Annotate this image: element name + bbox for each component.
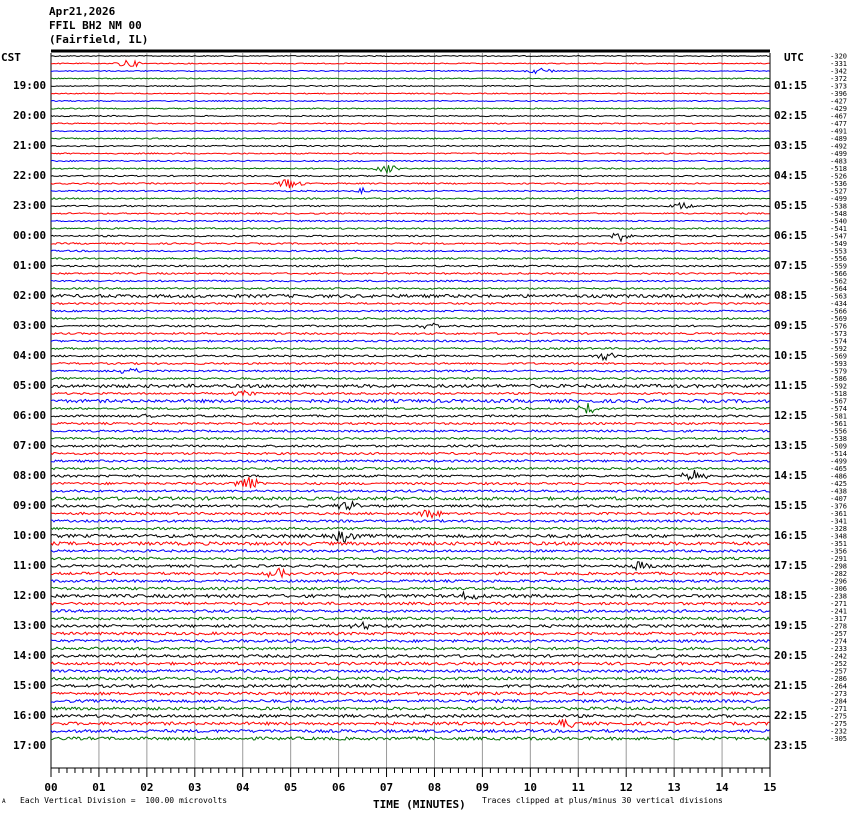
seismic-trace (51, 391, 770, 396)
seismic-trace (51, 160, 770, 161)
trace-offset-label: -396 (830, 90, 847, 98)
hour-label-right: 22:15 (774, 709, 808, 722)
trace-offset-label: -581 (830, 412, 847, 421)
hour-label-left: 08:00 (13, 469, 47, 482)
trace-offset-label: -434 (830, 300, 847, 308)
trace-offset-label: -574 (830, 405, 847, 413)
hour-label-right: 11:15 (774, 379, 808, 392)
seismic-trace (51, 86, 770, 87)
trace-offset-label: -252 (830, 660, 847, 668)
x-tick-label: 06 (331, 781, 346, 794)
hour-label-left: 03:00 (13, 319, 47, 332)
trace-offset-label: -274 (830, 637, 847, 646)
trace-offset-label: -348 (830, 532, 847, 541)
trace-offset-label: -275 (830, 720, 847, 728)
trace-offset-label: -320 (830, 52, 847, 61)
trace-offset-label: -492 (830, 142, 847, 151)
trace-offset-label: -232 (830, 727, 847, 736)
hour-label-right: 15:15 (774, 499, 808, 512)
seismic-trace (51, 622, 770, 629)
seismic-trace (51, 250, 770, 252)
trace-offset-label: -291 (830, 555, 847, 563)
trace-offset-label: -361 (830, 510, 847, 518)
seismic-trace (51, 56, 770, 57)
seismic-trace (51, 399, 770, 402)
seismic-trace (51, 445, 770, 447)
seismic-trace (51, 220, 770, 221)
trace-offset-label: -317 (830, 615, 847, 623)
x-tick-label: 00 (44, 781, 58, 794)
hour-label-left: 19:00 (13, 79, 47, 92)
hour-label-right: 09:15 (774, 319, 808, 332)
seismic-trace (51, 294, 770, 297)
trace-offset-label: -489 (830, 135, 847, 143)
seismic-trace (51, 353, 770, 360)
trace-offset-label: -549 (830, 240, 847, 248)
trace-offset-label: -271 (830, 705, 847, 713)
hour-label-left: 01:00 (13, 259, 47, 272)
header-location: (Fairfield, IL) (49, 33, 149, 46)
x-tick-label: 15 (763, 781, 777, 794)
x-tick-label: 09 (475, 781, 490, 794)
seismic-trace (51, 138, 770, 139)
trace-offset-label: -518 (830, 165, 847, 173)
hour-label-right: 08:15 (774, 289, 808, 302)
seismic-trace (51, 617, 770, 620)
corner-mark: A (2, 798, 6, 805)
hour-label-right: 16:15 (774, 529, 808, 542)
x-tick-label: 08 (427, 781, 442, 794)
seismic-trace (51, 707, 770, 710)
trace-offset-label: -586 (830, 375, 847, 383)
hour-label-left: 00:00 (13, 229, 47, 242)
seismic-trace (51, 145, 770, 146)
seismic-trace (51, 430, 770, 432)
trace-offset-label: -559 (830, 262, 847, 271)
trace-offset-label: -351 (830, 540, 847, 548)
seismic-trace (51, 115, 770, 116)
seismic-trace (51, 378, 770, 380)
seismic-trace (51, 165, 770, 173)
trace-offset-label: -241 (830, 607, 847, 616)
seismic-trace (51, 243, 770, 245)
hour-label-left: 23:00 (13, 199, 47, 212)
seismic-trace (51, 715, 770, 718)
trace-offset-label: -499 (830, 457, 847, 466)
offset-labels (830, 53, 847, 744)
seismic-trace (51, 175, 770, 176)
trace-offset-label: -593 (830, 360, 847, 368)
seismic-trace (51, 123, 770, 124)
hour-label-left: 02:00 (13, 289, 47, 302)
trace-offset-label: -564 (830, 285, 847, 293)
trace-offset-label: -569 (830, 315, 847, 323)
seismic-trace (51, 130, 770, 131)
hour-label-right: 20:15 (774, 649, 808, 662)
seismic-trace (51, 490, 770, 492)
trace-offset-label: -527 (830, 187, 847, 196)
seismic-trace (51, 403, 770, 413)
trace-offset-label: -592 (830, 382, 847, 391)
trace-offset-label: -425 (830, 480, 847, 488)
seismic-trace (51, 188, 770, 194)
seismic-trace (51, 273, 770, 275)
trace-offset-label: -465 (830, 465, 847, 473)
seismic-trace (51, 527, 770, 529)
seismic-trace (51, 198, 770, 199)
seismic-trace (51, 303, 770, 305)
trace-offset-label: -566 (830, 270, 847, 278)
hour-label-right: 19:15 (774, 619, 808, 632)
x-tick-label: 03 (188, 781, 202, 794)
seismic-trace (51, 414, 770, 417)
hour-label-right: 12:15 (774, 409, 808, 422)
seismic-trace (51, 692, 770, 695)
seismic-trace (51, 78, 770, 79)
trace-offset-label: -238 (830, 592, 847, 601)
trace-offset-label: -592 (830, 345, 847, 353)
x-tick-label: 04 (236, 781, 250, 794)
seismic-trace (51, 568, 770, 577)
seismic-trace (51, 333, 770, 335)
trace-offset-label: -499 (830, 195, 847, 203)
trace-offset-label: -407 (830, 495, 847, 503)
trace-offset-label: -286 (830, 675, 847, 683)
seismic-trace (51, 280, 770, 282)
hour-label-left: 07:00 (13, 439, 47, 452)
trace-offset-label: -548 (830, 210, 847, 218)
seismic-trace (51, 531, 770, 542)
trace-offset-label: -264 (830, 682, 847, 691)
trace-offset-label: -356 (830, 547, 847, 556)
seismic-trace (51, 737, 770, 740)
trace-offset-label: -491 (830, 127, 847, 136)
trace-offset-label: -574 (830, 337, 847, 346)
x-axis (44, 768, 776, 794)
seismic-trace (51, 587, 770, 590)
trace-offset-label: -526 (830, 172, 847, 181)
seismic-trace (51, 497, 770, 500)
seismic-trace (51, 670, 770, 673)
trace-offset-label: -275 (830, 712, 847, 721)
seismic-trace (51, 340, 770, 342)
hour-label-left: 13:00 (13, 619, 47, 632)
x-tick-label: 01 (92, 781, 106, 794)
trace-offset-label: -567 (830, 397, 847, 406)
trace-offset-label: -518 (830, 390, 847, 398)
hour-label-left: 17:00 (13, 739, 47, 752)
trace-offset-label: -306 (830, 585, 847, 593)
trace-offset-label: -273 (830, 690, 847, 698)
x-axis-title: TIME (MINUTES) (373, 798, 466, 811)
trace-offset-label: -562 (830, 277, 847, 286)
seismic-trace (51, 685, 770, 688)
trace-offset-label: -296 (830, 577, 847, 586)
trace-offset-label: -540 (830, 217, 847, 226)
trace-offset-label: -342 (830, 67, 847, 76)
trace-offset-label: -233 (830, 645, 847, 653)
trace-offset-label: -298 (830, 562, 847, 571)
hour-label-left: 15:00 (13, 679, 47, 692)
hour-label-left: 10:00 (13, 529, 47, 542)
hour-label-right: 05:15 (774, 199, 808, 212)
trace-offset-label: -563 (830, 292, 847, 301)
hour-label-right: 14:15 (774, 469, 808, 482)
seismic-trace (51, 310, 770, 312)
seismic-trace (51, 719, 770, 727)
seismic-trace (51, 265, 770, 267)
trace-offset-label: -536 (830, 180, 847, 188)
hour-label-right: 21:15 (774, 679, 808, 692)
trace-offset-label: -242 (830, 652, 847, 661)
trace-offset-label: -538 (830, 435, 847, 443)
trace-offset-label: -429 (830, 105, 847, 113)
hour-label-right: 10:15 (774, 349, 808, 362)
seismic-trace (51, 730, 770, 733)
seismic-trace (51, 108, 770, 109)
hour-label-right: 01:15 (774, 79, 808, 92)
seismic-trace (51, 632, 770, 635)
trace-offset-label: -553 (830, 247, 847, 256)
hour-label-right: 04:15 (774, 169, 808, 182)
seismic-trace (51, 602, 770, 605)
seismic-trace (51, 610, 770, 613)
seismic-trace (51, 213, 770, 214)
trace-offset-label: -271 (830, 600, 847, 608)
seismic-trace (51, 288, 770, 290)
clip-note: Traces clipped at plus/minus 30 vertical divisions (482, 796, 723, 805)
seismic-trace (51, 520, 770, 522)
trace-offset-label: -556 (830, 427, 847, 436)
trace-offset-label: -373 (830, 82, 847, 91)
seismic-trace (51, 662, 770, 665)
seismic-trace (51, 438, 770, 440)
seismic-trace (51, 348, 770, 350)
trace-offset-label: -579 (830, 367, 847, 376)
trace-offset-label: -427 (830, 97, 847, 106)
hour-label-right: 17:15 (774, 559, 808, 572)
scale-note: Each Vertical Division = 100.00 microvolts (20, 796, 228, 805)
seismic-trace (51, 423, 770, 425)
trace-offset-label: -566 (830, 307, 847, 316)
trace-offset-label: -556 (830, 255, 847, 263)
hour-label-left: 16:00 (13, 709, 47, 722)
seismic-trace (51, 234, 770, 242)
seismic-trace (51, 592, 770, 599)
timezone-left-label: CST (1, 51, 21, 64)
trace-offset-label: -257 (830, 630, 847, 638)
x-tick-label: 02 (140, 781, 154, 794)
x-tick-label: 07 (379, 781, 394, 794)
seismic-traces (51, 56, 770, 741)
trace-offset-label: -257 (830, 667, 847, 676)
seismic-trace (51, 470, 770, 480)
trace-offset-label: -499 (830, 150, 847, 158)
hour-label-right: 03:15 (774, 139, 808, 152)
x-tick-label: 10 (523, 781, 537, 794)
seismic-trace (51, 477, 770, 488)
trace-offset-label: -438 (830, 487, 847, 496)
seismic-trace (51, 100, 770, 101)
seismic-trace (51, 557, 770, 559)
hour-label-left: 06:00 (13, 409, 47, 422)
seismic-trace (51, 700, 770, 703)
seismic-trace (51, 460, 770, 462)
seismic-trace (51, 542, 770, 545)
seismic-trace (51, 180, 770, 189)
trace-offset-label: -509 (830, 442, 847, 451)
hour-label-left: 11:00 (13, 559, 47, 572)
seismic-trace (51, 258, 770, 260)
trace-offset-label: -486 (830, 472, 847, 481)
hour-label-right: 23:15 (774, 739, 808, 752)
hour-label-right: 06:15 (774, 229, 808, 242)
hour-label-left: 22:00 (13, 169, 47, 182)
seismic-trace (51, 384, 770, 387)
seismic-trace (51, 510, 770, 517)
trace-offset-label: -514 (830, 450, 847, 458)
seismic-trace (51, 502, 770, 510)
seismic-trace (51, 203, 770, 209)
seismic-trace (51, 677, 770, 680)
trace-offset-label: -284 (830, 697, 847, 706)
trace-offset-label: -372 (830, 75, 847, 83)
hour-label-right: 13:15 (774, 439, 808, 452)
trace-offset-label: -278 (830, 622, 847, 631)
seismic-trace (51, 153, 770, 154)
hour-label-left: 12:00 (13, 589, 47, 602)
hour-label-left: 05:00 (13, 379, 47, 392)
x-tick-label: 05 (284, 781, 298, 794)
header-station: FFIL BH2 NM 00 (49, 19, 142, 32)
trace-offset-label: -341 (830, 517, 847, 526)
seismic-trace (51, 562, 770, 570)
x-tick-label: 14 (715, 781, 729, 794)
trace-offset-label: -477 (830, 120, 847, 128)
seismic-trace (51, 580, 770, 583)
seismic-trace (51, 318, 770, 320)
seismic-trace (51, 61, 770, 67)
seismic-trace (51, 68, 770, 73)
x-tick-label: 13 (667, 781, 681, 794)
hour-label-right: 07:15 (774, 259, 808, 272)
seismic-trace (51, 363, 770, 365)
seismic-trace (51, 647, 770, 650)
seismic-trace (51, 228, 770, 229)
hour-label-left: 04:00 (13, 349, 47, 362)
trace-offset-label: -569 (830, 352, 847, 361)
hour-label-left: 20:00 (13, 109, 47, 122)
seismic-trace (51, 452, 770, 454)
seismic-trace (51, 323, 770, 328)
seismic-trace (51, 369, 770, 374)
trace-offset-label: -328 (830, 525, 847, 533)
trace-offset-label: -547 (830, 232, 847, 241)
trace-offset-label: -467 (830, 112, 847, 121)
trace-offset-label: -538 (830, 202, 847, 211)
trace-offset-label: -331 (830, 60, 847, 68)
hour-label-right: 18:15 (774, 589, 808, 602)
seismic-trace (51, 550, 770, 552)
timezone-right-label: UTC (784, 51, 804, 64)
x-tick-label: 12 (619, 781, 633, 794)
seismic-trace (51, 93, 770, 94)
trace-offset-label: -541 (830, 225, 847, 233)
seismic-trace (51, 640, 770, 643)
hour-label-right: 02:15 (774, 109, 808, 122)
hour-label-left: 14:00 (13, 649, 47, 662)
trace-offset-label: -483 (830, 157, 847, 166)
seismic-trace (51, 655, 770, 658)
trace-offset-label: -576 (830, 322, 847, 331)
trace-offset-label: -573 (830, 330, 847, 338)
x-tick-label: 11 (571, 781, 585, 794)
trace-offset-label: -305 (830, 735, 847, 743)
trace-offset-label: -561 (830, 420, 847, 428)
hour-label-left: 09:00 (13, 499, 47, 512)
header-date: Apr21,2026 (49, 5, 116, 18)
seismic-trace (51, 467, 770, 469)
trace-offset-label: -376 (830, 502, 847, 511)
hour-label-left: 21:00 (13, 139, 47, 152)
trace-offset-label: -282 (830, 570, 847, 578)
